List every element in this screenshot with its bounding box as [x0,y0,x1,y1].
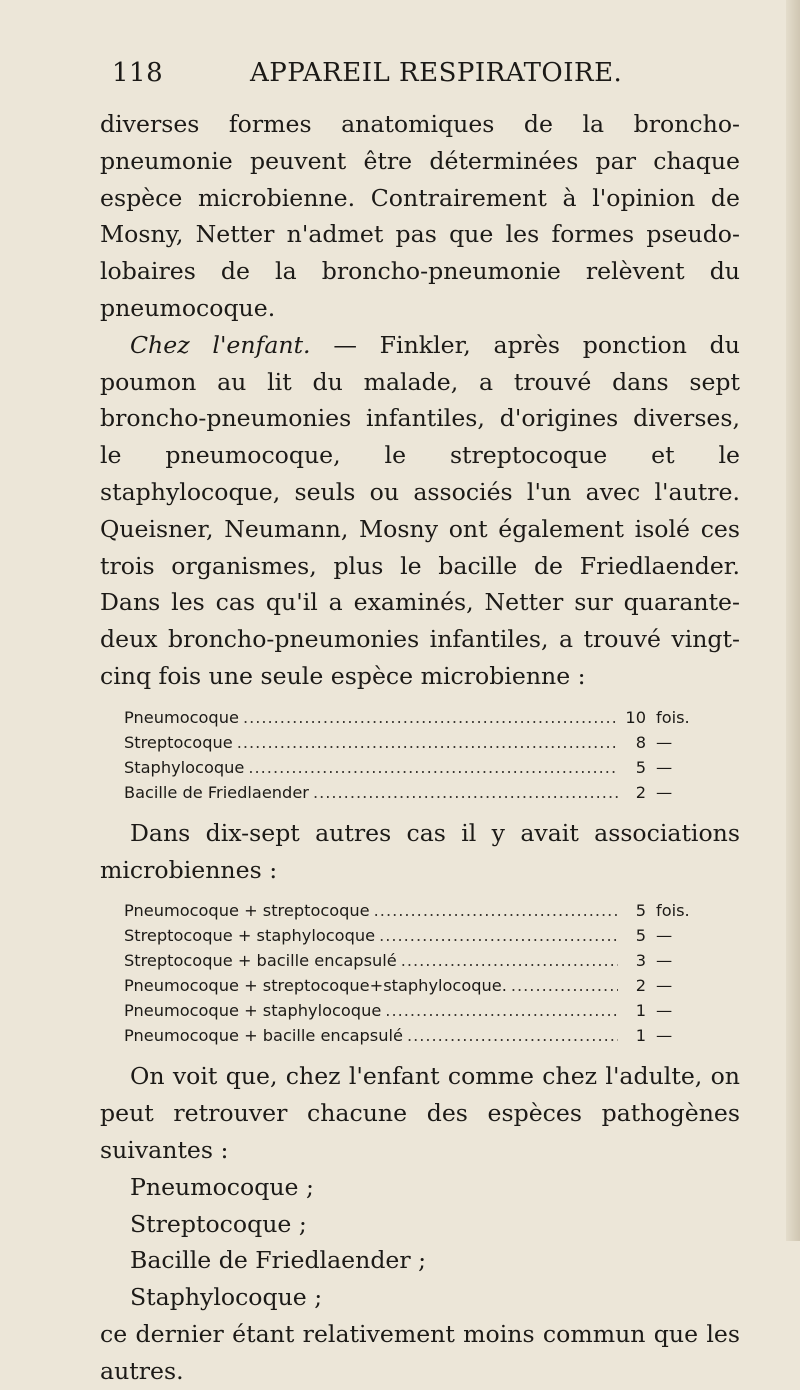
paragraph-3: Dans dix-sept autres cas il y avait associations microbiennes : [100,818,740,884]
table-row: Streptocoque ..... 8 — [124,730,702,755]
table-row: Pneumocoque + staphylocoque ..... 1 — [124,998,702,1023]
table-row: Pneumocoque + streptocoque ..... 5 fois. [124,898,702,923]
page-body [100,106,740,1390]
section-lead: Chez l'enfant. [130,330,311,359]
paragraph-1: diverses formes anatomiques de la broncho-pneumonie peuvent être déterminées par chaque espèce microbienne. Contrairement à l'opinion de Mosny, Netter n'admet pas que les formes pseudo-lobaires de la broncho-pneumonie relèvent du pneumocoque. [100,110,740,322]
page-number: 118 [112,58,164,88]
pathogen-list-section [100,1058,740,1389]
table-associations [124,898,702,1048]
page-edge [786,0,800,1241]
table-single-species [124,705,702,805]
list-item: Streptocoque ; [130,1209,307,1238]
paragraph-2-text: — Finkler, après ponction du poumon au lit du malade, a trouvé dans sept broncho-pneumonies infantiles, d'origines diverses, le pneumocoque, le streptocoque et le staphylocoque, seuls ou associés l'un avec l'autre. Queisner, Neumann, Mosny ont également isolé ces trois organismes, plus le bacille de Friedlaender. Dans les cas qu'il a examinés, Netter sur quarante-deux broncho-pneumonies infantiles, a trouvé vingt-cinq fois une seule espèce microbienne : [100,330,740,690]
table-row: Pneumocoque ..... 10 fois. [124,705,702,730]
list-item: Staphylocoque ; [130,1283,323,1312]
table-row: Pneumocoque + bacille encapsulé ..... 1 — [124,1023,702,1048]
paragraph-4: On voit que, chez l'enfant comme chez l'adulte, on peut retrouver chacune des espèces pathogènes suivantes : [100,1062,740,1164]
running-title: APPAREIL RESPIRATOIRE. [250,58,623,88]
list-item: Bacille de Friedlaender ; [130,1246,427,1275]
table-row: Streptocoque + staphylocoque ..... 5 — [124,923,702,948]
list-item: Pneumocoque ; [130,1172,314,1201]
paragraph-5: ce dernier étant relativement moins commun que les autres. [100,1319,740,1385]
table-row: Pneumocoque + streptocoque+staphylocoque. ..... 2 — [124,973,702,998]
table-row: Bacille de Friedlaender ..... 2 — [124,780,702,805]
table-row: Streptocoque + bacille encapsulé ..... 3 — [124,948,702,973]
table-row: Staphylocoque ..... 5 — [124,755,702,780]
paragraph-2 [100,327,740,695]
